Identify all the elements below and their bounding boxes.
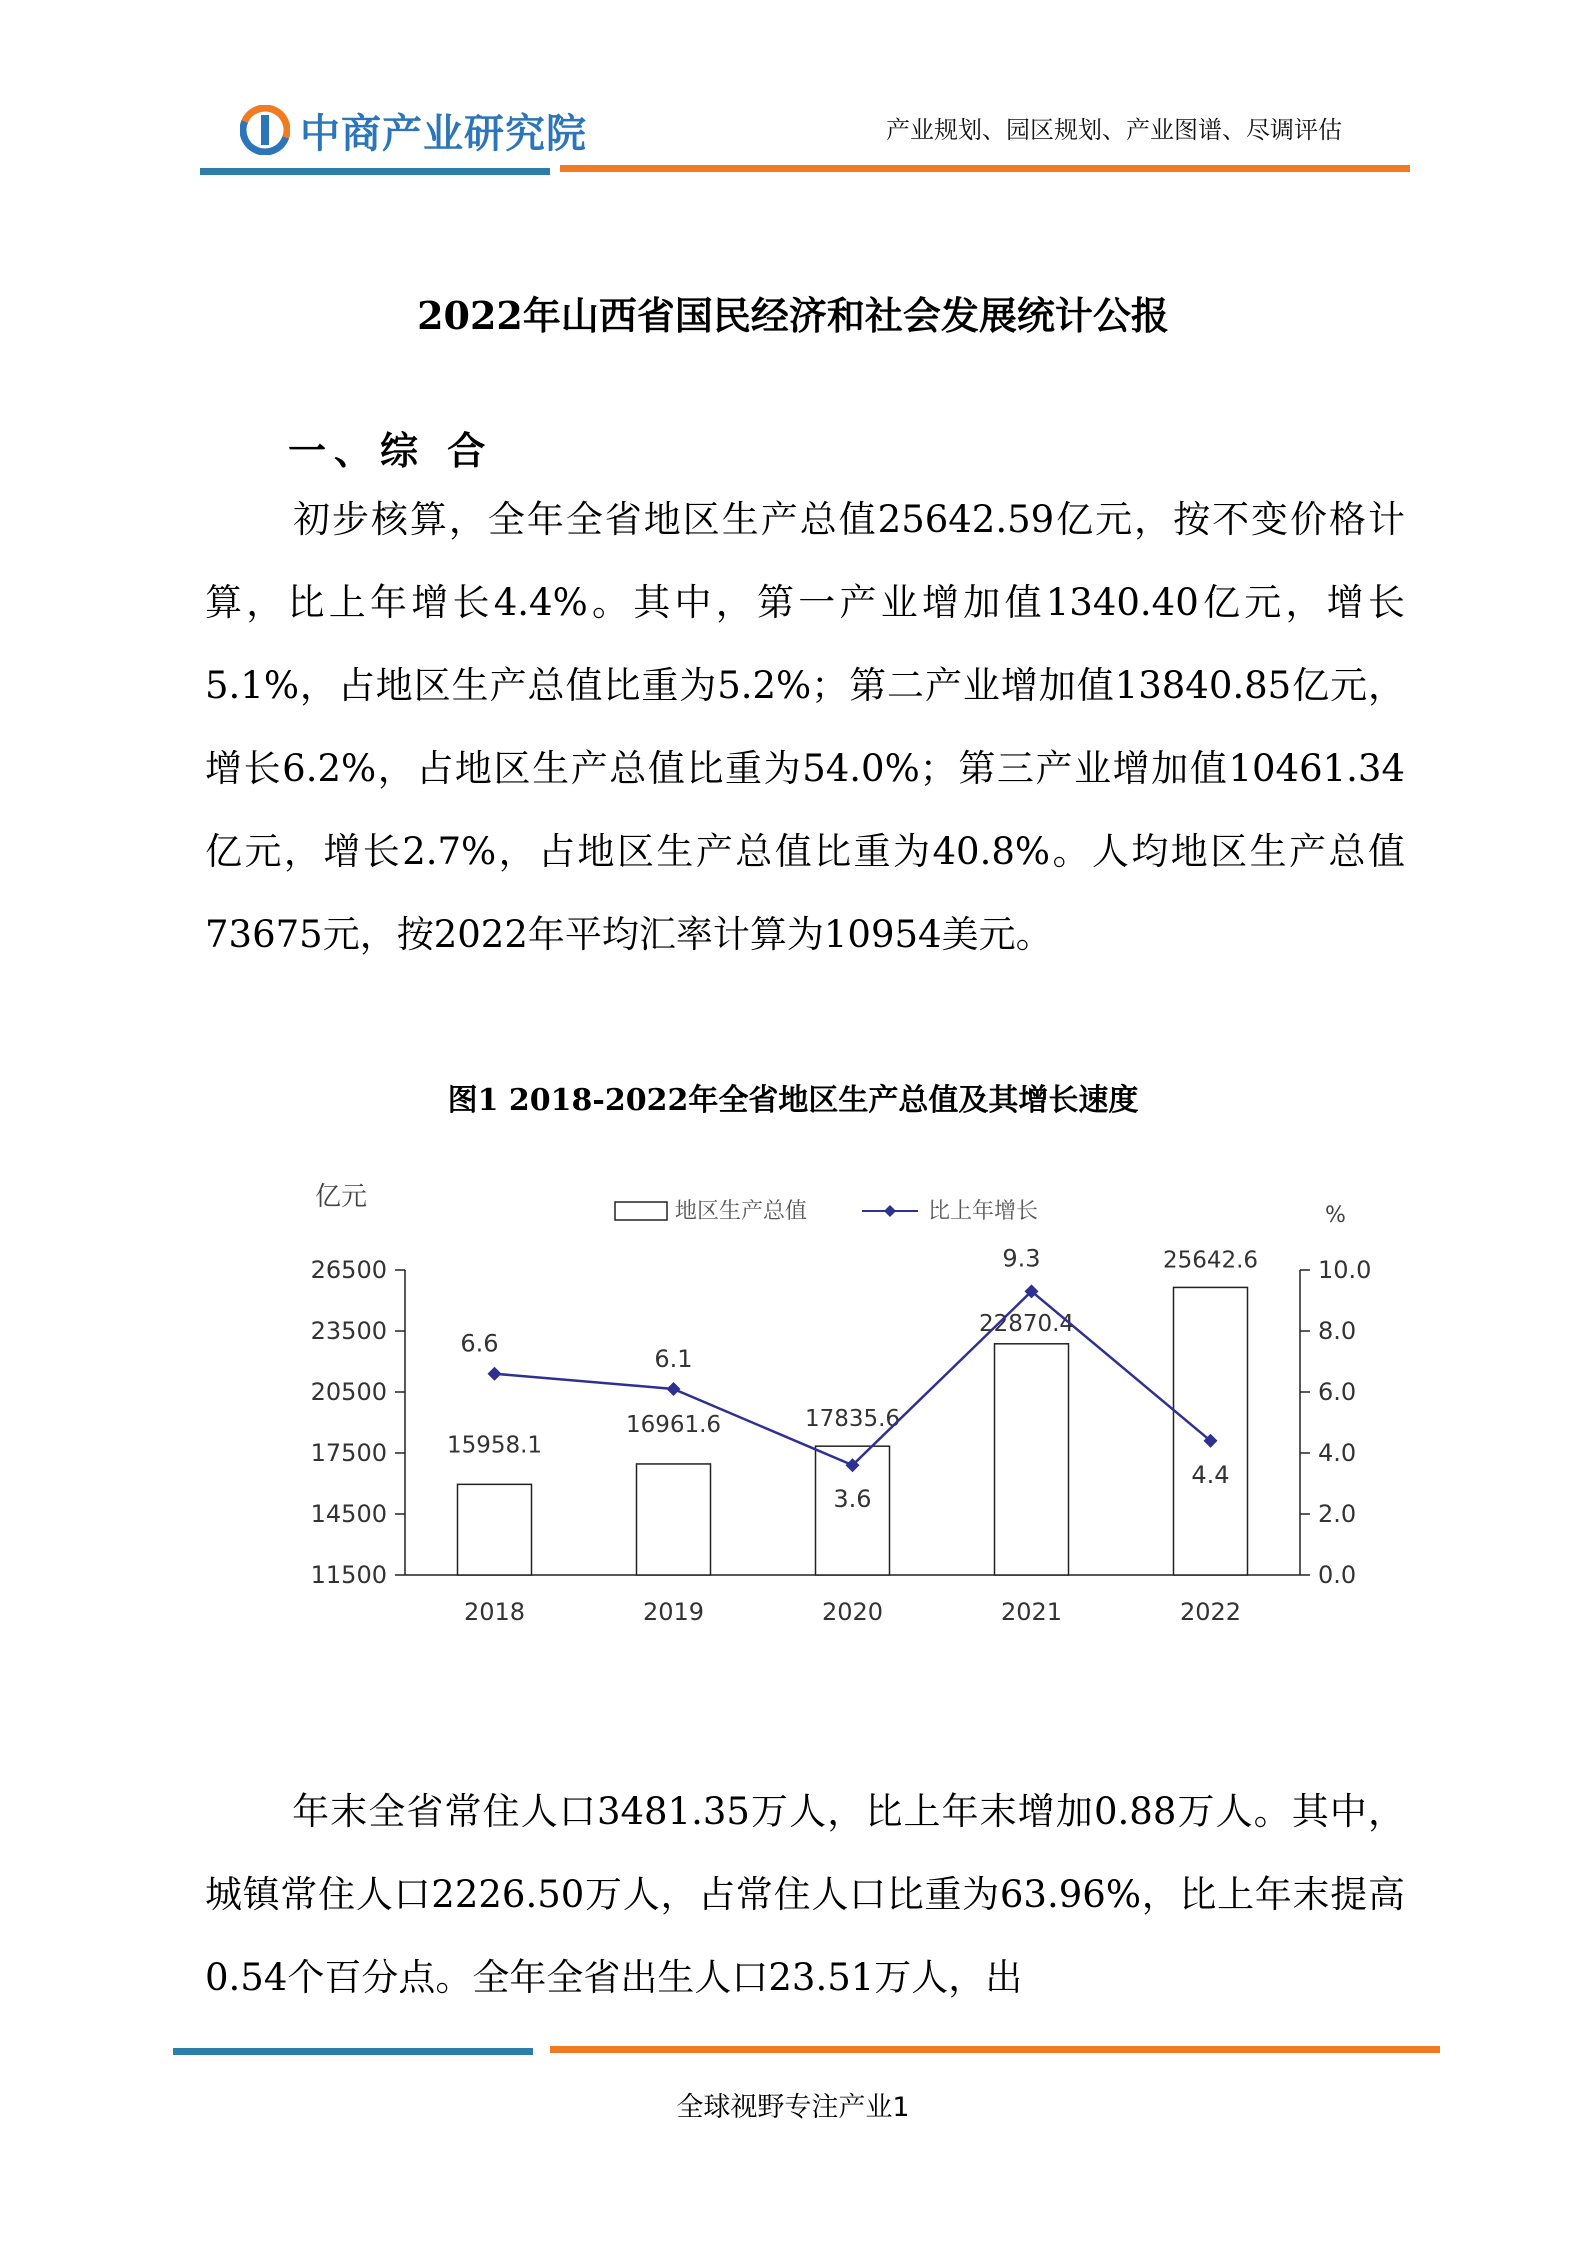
paragraph-text: 初步核算，全年全省地区生产总值25642.59亿元，按不变价格计算，比上年增长4.4%。其中，第一产业增加值1340.40亿元，增长5.1%，占地区生产总值比重为5.2%；第二产业增加值13840.85亿元，增长6.2%，占地区生产总值比重为54.0%；第三产业增加值10461.34亿元，增长2.7%，占地区生产总值比重为40.8%。人均地区生产总值73675元，按2022年平均汇率计算为10954美元。 — [205, 498, 1405, 956]
bar-value-label: 25642.6 — [1162, 1247, 1259, 1274]
bar — [458, 1484, 532, 1575]
bar-value-label: 17835.6 — [804, 1406, 901, 1433]
bar — [1174, 1287, 1248, 1575]
header-tagline: 产业规划、园区规划、产业图谱、尽调评估 — [886, 116, 1342, 144]
paragraph — [205, 478, 1405, 976]
logo-text: 中商产业研究院 — [300, 110, 587, 157]
logo-icon — [240, 105, 290, 155]
paragraph — [205, 1770, 1405, 2019]
bar-value-label: 15958.1 — [446, 1432, 543, 1459]
y-tick-label: 11500 — [310, 1561, 387, 1589]
line-value-label: 9.3 — [1002, 1244, 1041, 1273]
x-tick-label: 2022 — [1179, 1598, 1242, 1626]
section-heading: 一、综 合 — [288, 428, 494, 473]
legend-line-label: 比上年增长 — [928, 1199, 1039, 1224]
line-value-label: 6.6 — [460, 1329, 499, 1358]
x-tick-label: 2021 — [1000, 1598, 1063, 1626]
y-tick-label: 20500 — [310, 1378, 387, 1406]
legend-bar-swatch — [615, 1202, 667, 1220]
line-value-label: 4.4 — [1191, 1460, 1230, 1489]
chart-bars — [447, 1247, 1258, 1575]
line-value-label: 6.1 — [654, 1344, 693, 1373]
x-tick-label: 2020 — [821, 1598, 884, 1626]
logo — [240, 100, 587, 160]
header-rule-blue — [200, 168, 550, 175]
footer-rule-blue — [173, 2048, 533, 2055]
y2-axis-title: % — [1325, 1203, 1346, 1228]
figure-title: 图1 2018-2022年全省地区生产总值及其增长速度 — [447, 1083, 1139, 1118]
legend-line-marker — [884, 1205, 896, 1217]
x-tick-label: 2019 — [642, 1598, 705, 1626]
line-point — [667, 1382, 681, 1396]
paragraph-text: 年末全省常住人口3481.35万人，比上年末增加0.88万人。其中，城镇常住人口2226.50万人，占常住人口比重为63.96%，比上年末提高0.54个百分点。全年全省出生人口23.51万人，出 — [205, 1790, 1405, 1999]
bar-value-label: 22870.4 — [978, 1310, 1075, 1337]
header-rule-orange — [560, 165, 1410, 172]
y-tick-label: 17500 — [310, 1439, 387, 1467]
series-line — [495, 1291, 1211, 1465]
footer-text: 全球视野专注产业1 — [676, 2092, 910, 2123]
y2-tick-label: 4.0 — [1318, 1439, 1357, 1467]
y2-tick-label: 0.0 — [1318, 1561, 1357, 1589]
chart-legend — [615, 1199, 1038, 1224]
y-tick-label: 26500 — [310, 1256, 387, 1284]
y2-tick-label: 2.0 — [1318, 1500, 1357, 1528]
y-tick-label: 14500 — [310, 1500, 387, 1528]
y-axis-title: 亿元 — [315, 1182, 368, 1212]
y2-tick-label: 6.0 — [1318, 1378, 1357, 1406]
gdp-chart — [290, 1160, 1400, 1760]
document-title: 2022年山西省国民经济和社会发展统计公报 — [417, 293, 1169, 338]
bar — [637, 1464, 711, 1575]
bar-value-label: 16961.6 — [625, 1411, 722, 1438]
x-tick-label: 2018 — [463, 1598, 526, 1626]
legend-bar-label: 地区生产总值 — [675, 1199, 808, 1224]
y-tick-label: 23500 — [310, 1317, 387, 1345]
line-point — [488, 1367, 502, 1381]
line-value-label: 3.6 — [833, 1485, 872, 1514]
y2-tick-label: 8.0 — [1318, 1317, 1357, 1345]
y2-tick-label: 10.0 — [1318, 1256, 1372, 1284]
bar — [995, 1344, 1069, 1575]
footer-rule-orange — [550, 2046, 1440, 2053]
